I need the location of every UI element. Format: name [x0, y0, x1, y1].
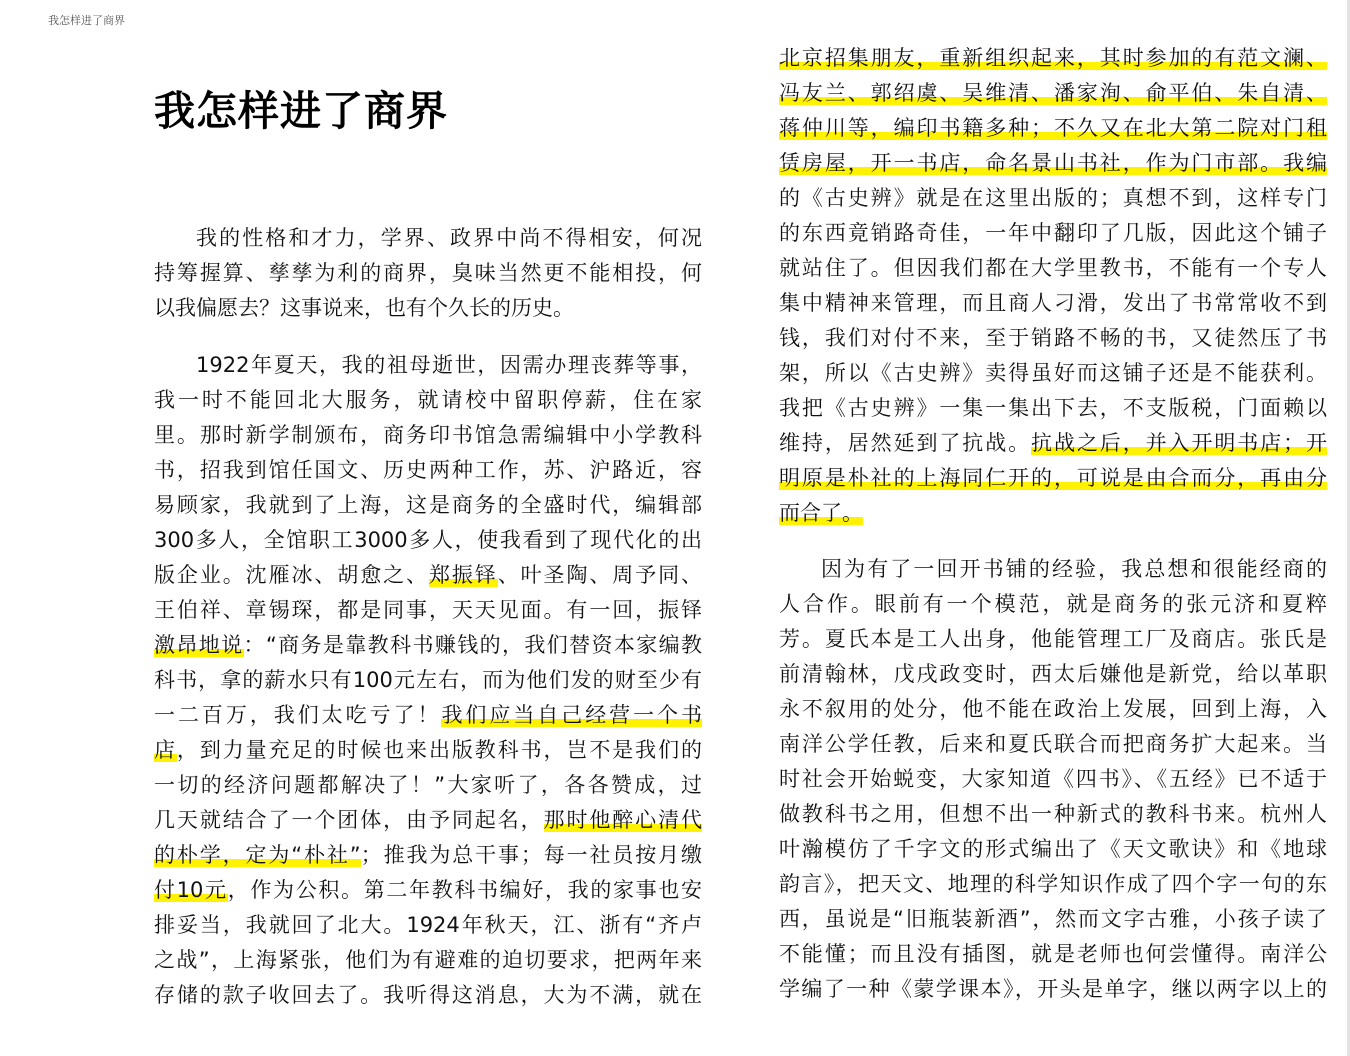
right-paragraph-1: [779, 41, 1327, 531]
text-line: 芳。夏氏本是工人出身，他能管理工厂及商店。张氏是: [779, 627, 1327, 651]
text-line: [154, 628, 702, 663]
text-line: 南洋公学任教，后来和夏氏联合而把商务扩大起来。当: [779, 732, 1327, 756]
highlight-mark: 付10元: [154, 878, 228, 902]
text-line: 就站住了。但因我们都在大学里教书，不能有一个专人: [779, 256, 1327, 280]
text-line: 叶瀚模仿了千字文的形式编出了《天文歌诀》和《地球: [779, 837, 1327, 861]
text-line: 我一时不能回北大服务，就请校中留职停薪，住在家: [154, 388, 702, 412]
text-span: ；推我为总干事；每一社员按月缴: [360, 843, 703, 867]
text-line: 王伯祥、章锡琛，都是同事，天天见面。有一回，振铎: [154, 598, 702, 622]
text-span: 几天就结合了一个团体，由予同起名，: [154, 808, 544, 832]
left-paragraph-1: [154, 221, 702, 326]
text-line: [779, 461, 1327, 496]
highlight-mark: 那时他醉心清代: [543, 808, 703, 832]
text-line: 以我偏愿去？这事说来，也有个久长的历史。: [154, 296, 574, 320]
text-line: 时社会开始蜕变，大家知道《四书》、《五经》已不适于: [779, 767, 1327, 791]
text-line: [779, 496, 1327, 531]
text-line: [154, 733, 702, 768]
text-line: 存储的款子收回去了。我听得这消息，大为不满，就在: [154, 983, 702, 1007]
text-line: 架，所以《古史辨》卖得虽好而这铺子还是不能获利。: [779, 361, 1327, 385]
text-line: 不能懂；而且没有插图，就是老师也何尝懂得。南洋公: [779, 942, 1327, 966]
text-line: 之战”，上海紧张，他们为有避难的迫切要求，把两年来: [154, 948, 702, 972]
text-line: 学编了一种《蒙学课本》，开头是单字，继以两字以上的: [779, 977, 1327, 1001]
highlight-mark: 的朴学，定为“朴社”: [154, 843, 361, 867]
text-span: 维持，居然延到了抗战。: [779, 431, 1032, 455]
text-line: 做教科书之用，但想不出一种新式的教科书来。杭州人: [779, 802, 1327, 826]
text-line: 易顾家，我就到了上海，这是商务的全盛时代，编辑部: [154, 493, 702, 517]
text-line: 的东西竟销路奇佳，一年中翻印了几版，因此这个铺子: [779, 221, 1327, 245]
text-line: 永不叙用的处分，他不能在政治上发展，回到上海，入: [779, 697, 1327, 721]
text-line: 的《古史辨》就是在这里出版的；真想不到，这样专门: [779, 186, 1327, 210]
text-line: [154, 698, 702, 733]
highlight-mark: 抗战之后，并入开明书店；开: [1031, 431, 1328, 455]
text-line: 书，招我到馆任国文、历史两种工作，苏、沪路近，容: [154, 458, 702, 482]
text-line: 韵言》，把天文、地理的科学知识作成了四个字一句的东: [779, 872, 1327, 896]
highlight-mark: 赁房屋，开一书店，命名景山书社，作为门市部。我编: [779, 151, 1327, 175]
text-line: 一切的经济问题都解决了！”大家听了，各各赞成，过: [154, 773, 702, 797]
left-paragraph-2: [154, 348, 702, 1013]
text-line: [779, 426, 1327, 461]
highlight-mark: 激昂地说: [154, 633, 244, 657]
text-line: 300多人，全馆职工3000多人，使我看到了现代化的出: [154, 528, 702, 552]
highlight-mark: 而合了。: [779, 501, 863, 525]
text-span: ，作为公积。第二年教科书编好，我的家事也安: [227, 878, 702, 902]
highlight-mark: 蒋仲川等，编印书籍多种；不久又在北大第二院对门租: [779, 116, 1327, 140]
text-span: 版企业。沈雁冰、胡愈之、: [154, 563, 429, 587]
text-line: [779, 146, 1327, 181]
text-line: 1922年夏天，我的祖母逝世，因需办理丧葬等事，: [196, 353, 702, 377]
text-line: [154, 838, 702, 873]
page-title: 我怎样进了商界: [154, 87, 448, 135]
text-line: [779, 41, 1327, 76]
text-line: 前清翰林，戊戌政变时，西太后嫌他是新党，给以革职: [779, 662, 1327, 686]
text-line: 因为有了一回开书铺的经验，我总想和很能经商的: [821, 557, 1327, 581]
text-line: 我把《古史辨》一集一集出下去，不支版税，门面赖以: [779, 396, 1327, 420]
text-line: [779, 76, 1327, 111]
highlight-mark: 冯友兰、郭绍虞、吴维清、潘家洵、俞平伯、朱自清、: [779, 81, 1327, 105]
highlight-mark: 店: [154, 738, 177, 762]
highlight-mark: 明原是朴社的上海同仁开的，可说是由合而分，再由分: [779, 466, 1327, 490]
highlight-mark: 郑振铎: [428, 563, 498, 587]
text-line: 西，虽说是“旧瓶装新酒”，然而文字古雅，小孩子读了: [779, 907, 1327, 931]
text-line: [779, 111, 1327, 146]
text-span: ：“商务是靠教科书赚钱的，我们替资本家编教: [243, 633, 702, 657]
text-line: [154, 803, 702, 838]
text-line: 人合作。眼前有一个模范，就是商务的张元济和夏粹: [779, 592, 1327, 616]
text-line: 排妥当，我就回了北大。1924年秋天，江、浙有“齐卢: [154, 913, 702, 937]
text-line: 集中精神来管理，而且商人刁滑，发出了书常常收不到: [779, 291, 1327, 315]
text-line: 持筹握算、孳孳为利的商界，臭味当然更不能相投，何: [154, 261, 702, 285]
text-line: 钱，我们对付不来，至于销路不畅的书，又徒然压了书: [779, 326, 1327, 350]
text-line: 科书，拿的薪水只有100元左右，而为他们发的财至少有: [154, 668, 702, 692]
text-span: 、叶圣陶、周予同、: [497, 563, 703, 587]
text-line: 里。那时新学制颁布，商务印书馆急需编辑中小学教科: [154, 423, 702, 447]
text-span: 一二百万，我们太吃亏了！: [154, 703, 442, 727]
text-line: 我的性格和才力，学界、政界中尚不得相安，何况: [196, 226, 702, 250]
text-span: ，到力量充足的时候也来出版教科书，岂不是我们的: [176, 738, 703, 762]
highlight-mark: 北京招集朋友，重新组织起来，其时参加的有范文澜、: [779, 46, 1327, 70]
running-header: 我怎样进了商界: [48, 14, 125, 27]
text-line: [154, 873, 702, 908]
highlight-mark: 我们应当自己经营一个书: [441, 703, 703, 727]
right-paragraph-2: [779, 552, 1327, 1007]
text-line: [154, 558, 702, 593]
